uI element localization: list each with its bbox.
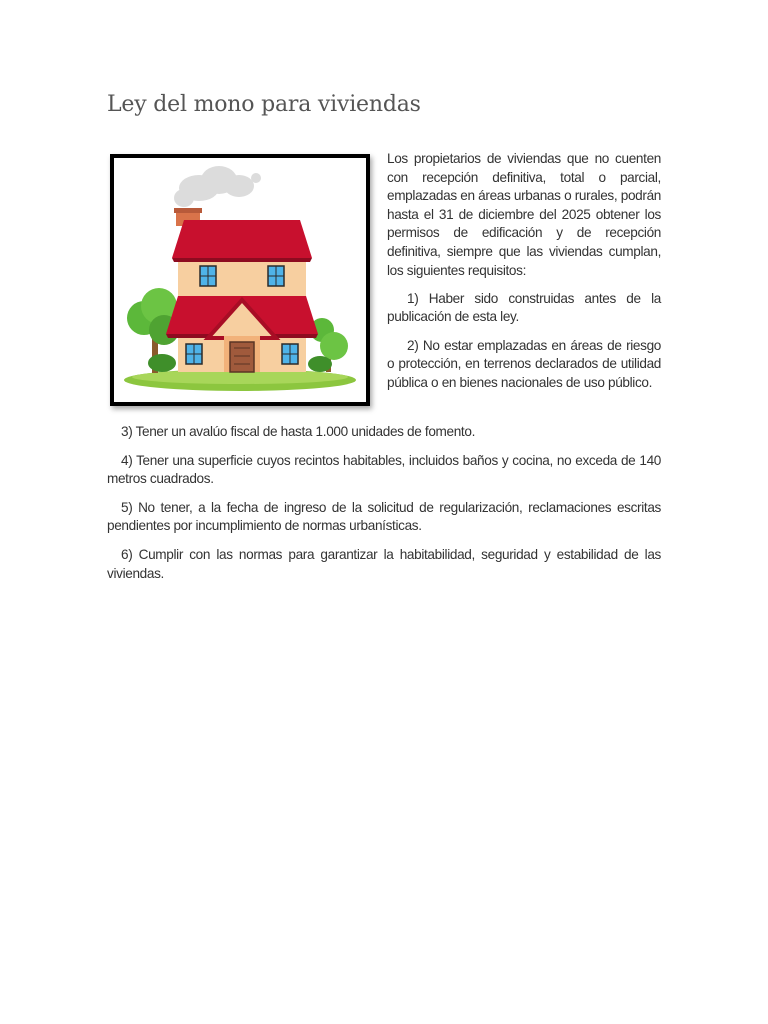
requirement-3: 3) Tener un avalúo fiscal de hasta 1.000 unidades de fomento.: [121, 424, 475, 439]
requirement-1: 1) Haber sido construidas antes de la publicación de esta ley.: [387, 290, 661, 325]
house-icon: [114, 158, 366, 402]
requirements-section: [107, 423, 661, 593]
requirement-5: 5) No tener, a la fecha de ingreso de la solicitud de regularización, reclamaciones escritas pendientes por incumplimiento de normas urbanísticas.: [107, 499, 661, 534]
house-illustration: [110, 154, 370, 406]
intro-paragraph: Los propietarios de viviendas que no cuenten con recepción definitiva, total o parcial, emplazadas en áreas urbanas o rurales, podrán hasta el 31 de diciembre del 2025 obtener los permisos de edificación y de recepción definitiva, siempre que las viviendas cumplan, los siguientes requisitos:: [387, 151, 661, 278]
requirement-6: 6) Cumplir con las normas para garantizar la habitabilidad, seguridad y estabilidad de las viviendas.: [107, 546, 661, 581]
page-title: Ley del mono para viviendas: [107, 92, 421, 117]
intro-section: [387, 150, 661, 402]
requirement-4: 4) Tener una superficie cuyos recintos habitables, incluidos baños y cocina, no exceda de 140 metros cuadrados.: [107, 452, 661, 487]
requirement-2: 2) No estar emplazadas en áreas de riesgo o protección, en terrenos declarados de utilidad pública o en bienes nacionales de uso público.: [387, 337, 661, 390]
